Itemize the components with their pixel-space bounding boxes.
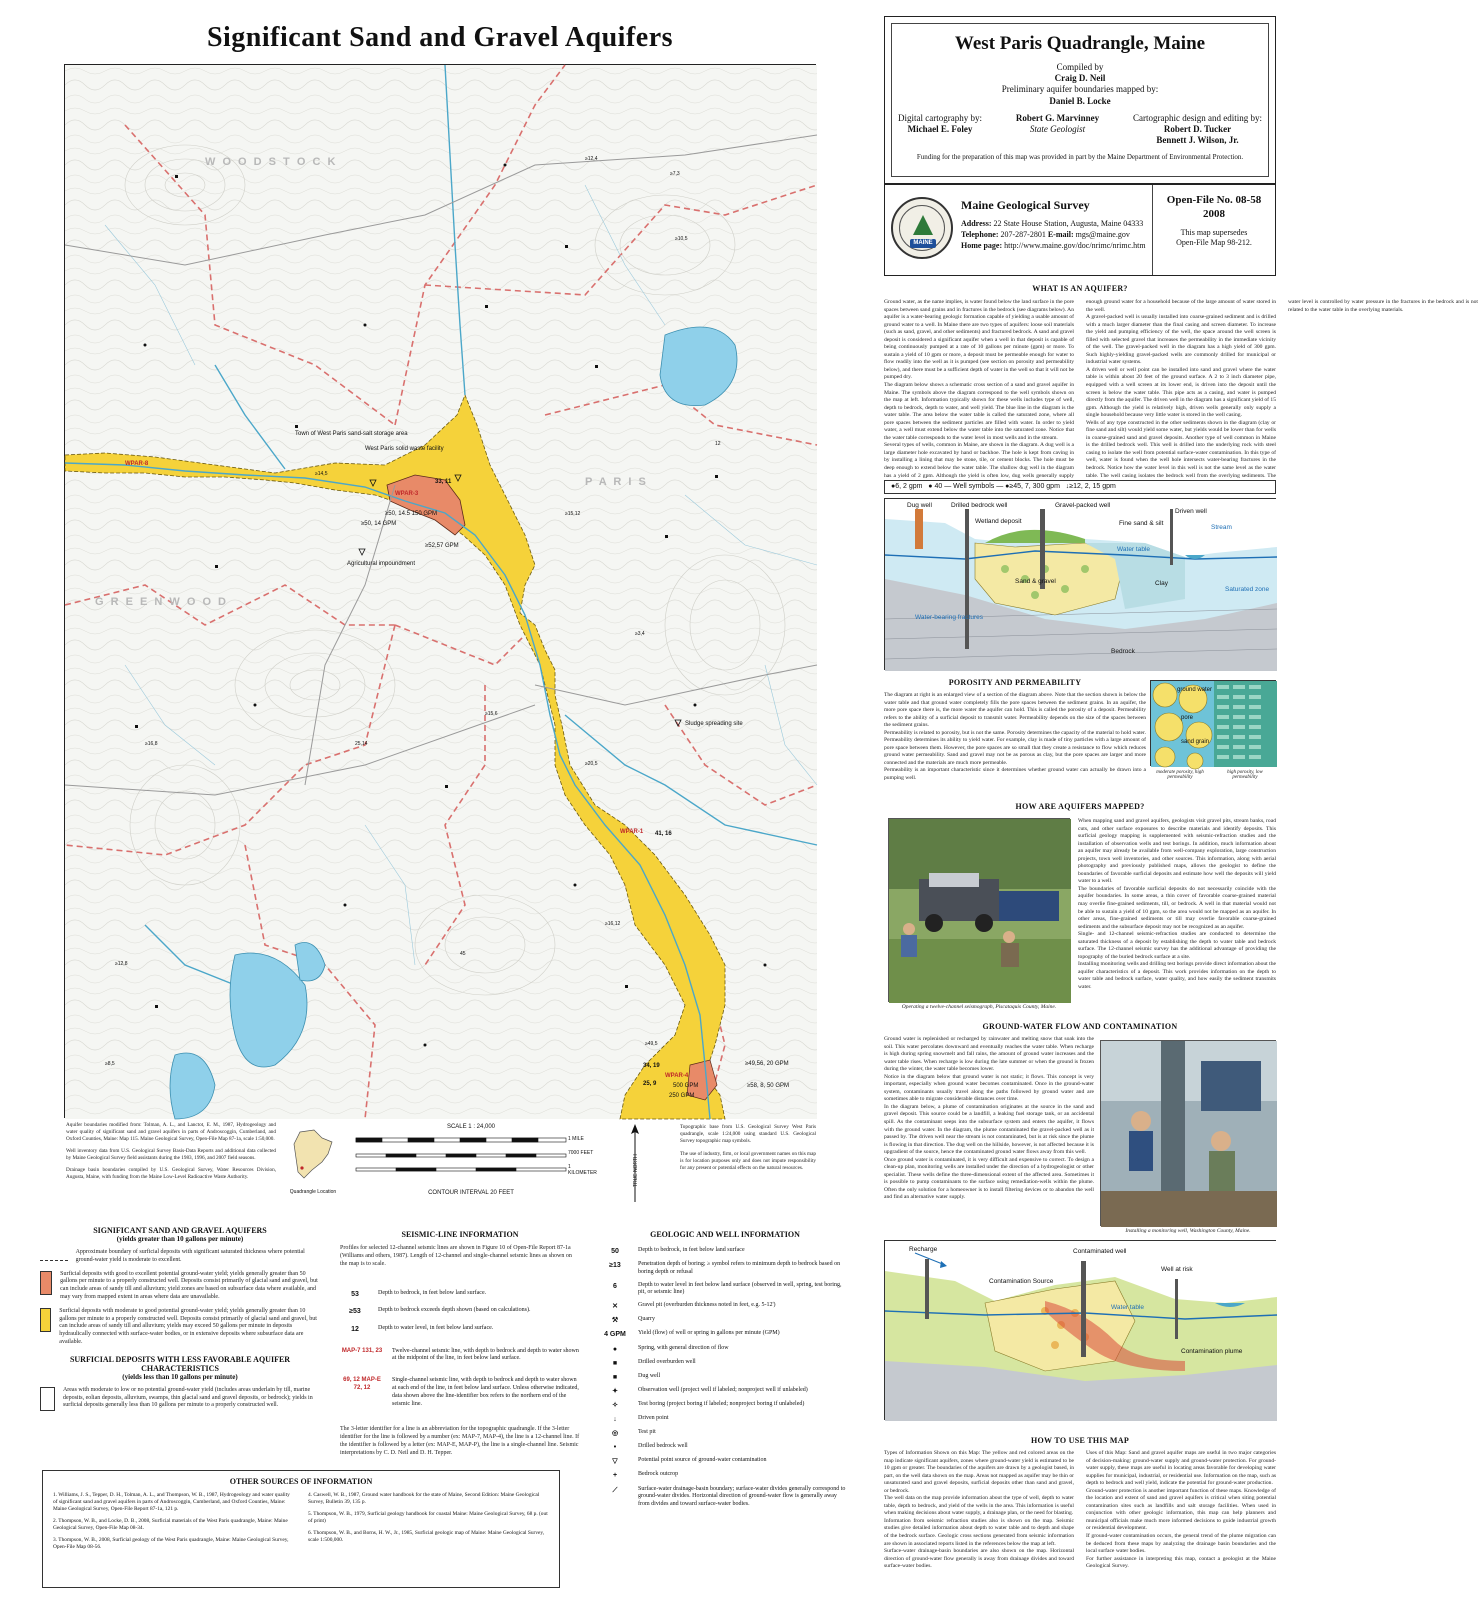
flow-p2: Notice in the diagram below that ground water is not static; it flows. This concept is very important, especially when ground water becomes contaminated. Once in the ground-water system, contaminants usually travel along the paths followed by ground water and are sometimes able to migrate considerable distances over time. xyxy=(884,1073,1094,1103)
mapped-p3: Single- and 12-channel seismic-refraction studies are conducted to determine the saturated thickness of a deposit by establishing the depth to water table and bedrock surface. The 12-channel seismic survey has the additional advantage of providing the topography of the buried bedrock surface at a site. xyxy=(1078,931,1276,960)
funding-note: Funding for the preparation of this map was provided in part by the Maine Department of Environmental Protection. xyxy=(916,152,1244,161)
geologic-text: Penetration depth of boring; ≥ symbol refers to minimum depth to bedrock based on boring depth or refusal xyxy=(638,1261,841,1275)
monitoring-well-photo xyxy=(1100,1040,1276,1226)
flow-title: GROUND-WATER FLOW AND CONTAMINATION xyxy=(982,1022,1178,1031)
geologic-text: Bedrock outcrop xyxy=(638,1471,679,1478)
porosity-gw-label: ground water xyxy=(1177,687,1213,693)
svg-text:≥15,12: ≥15,12 xyxy=(565,511,581,517)
mgs-name: Maine Geological Survey xyxy=(961,198,1090,212)
geologic-row xyxy=(600,1316,850,1325)
note-disclaimer: The use of industry, firm, or local government names on this map is for location purposes only and does not impute responsibility for any present or potential effects on the natural resources. xyxy=(680,1151,816,1172)
porosity-diagram xyxy=(1150,680,1276,766)
label-w34: 34, 19 xyxy=(643,1063,660,1069)
contamination-diagram xyxy=(884,1240,1276,1420)
carto-label: Cartographic design and editing by: xyxy=(1133,112,1262,123)
diag-dug-label: Dug well xyxy=(907,502,932,509)
svg-text:≥16,12: ≥16,12 xyxy=(605,921,621,927)
diag-water-table-label: Water table xyxy=(1117,546,1150,553)
svg-text:≥12,4: ≥12,4 xyxy=(585,156,598,162)
label-gpm150: ≥50, 14.5 150 GPM xyxy=(385,511,437,517)
geologic-symbol: + xyxy=(612,1472,618,1480)
source-item-4: 4. Caswell, W. B., 1987, Ground water handbook for the state of Maine, Second Edition: Maine Geological Survey, Bulletin 39, 135 p. xyxy=(308,1492,540,1506)
geologic-text: Gravel pit (overburden thickness noted in feet, e.g. 5-12') xyxy=(638,1302,776,1309)
legend-red-text: Surficial deposits with good to excellent potential ground-water yield; yields generally greater than 50 gallons per minute to a properly constructed well. Deposits consist primarily of glacial sand and gravel, but can include areas of sandy till and alluvium; yield zones are based on subsurface data where available, and may vary from mapped extent in areas where data are unavailable. xyxy=(60,1270,318,1300)
geologic-symbol: ■ xyxy=(612,1373,618,1381)
porosity-section xyxy=(884,678,1146,783)
note-drainage: Drainage basin boundaries compiled by U.S. Geological Survey, Water Resources Division, Augusta, Maine, with funding from the Maine Low-Level Radioactive Waste Authority. xyxy=(66,1167,276,1181)
porosity-p3: Permeability is an important characteristic since it determines whether ground water can actually be drawn into a pumping well. xyxy=(884,767,1146,782)
geologic-text: Surface-water drainage-basin boundary; surface-water divides generally correspond to ground-water divides. Horizontal direction of ground-water flow is generally away from divides and toward surface-water bodies. xyxy=(638,1485,846,1508)
quad-location-label: Quadrangle Location xyxy=(289,1189,337,1195)
seismic-sym-4: MAP-7 131, 23 xyxy=(341,1347,383,1354)
label-sand-salt: Town of West Paris sand-salt storage area xyxy=(295,431,408,437)
geologic-text: Yield (flow) of well or spring in gallons per minute (GPM) xyxy=(638,1330,780,1337)
seismic-sym-3: 12 xyxy=(351,1325,359,1333)
geologic-row xyxy=(600,1443,850,1452)
aquifer-p4: A gravel-packed well is usually installed into coarse-grained sediment and is drilled with a much larger diameter than the final casing and screen diameter. To increase the yield and pumping efficiency of the well, the space around the well screen is filled with selected gravel that increases the permeability in the immediate vicinity of the well. The gravel-packed well in the diagram has a high yield of 300 gpm. Such highly-yielding gravel-packed wells are commonly drilled for municipal or industrial water systems. xyxy=(1086,314,1276,366)
howto-p4: Surface-water drainage-basin boundaries are also shown on the map. Horizontal direction of ground-water flow generally is away from drainage divides and toward surface-water bodies. xyxy=(884,1548,1074,1570)
diag2-at-risk-label: Well at risk xyxy=(1161,1266,1193,1273)
geologic-row xyxy=(600,1247,850,1256)
porosity-grain-label: sand grain xyxy=(1181,739,1210,745)
geologic-text: Spring, with general direction of flow xyxy=(638,1344,729,1351)
diag-bedrock-well-label: Drilled bedrock well xyxy=(951,502,1008,509)
aquifer-p2: The diagram below shows a schematic cross section of a sand and gravel aquifer in Maine. The symbols above the diagram correspond to the well symbols shown on the map at left. Information typically shown for these wells includes type of well, depth to bedrock, depth to water, and well yield. The blue line in the diagram is the water table. The area below the water table is called the saturated zone, where all pore spaces between the sediment particles are filled with water. In order to yield water, a well must extend below the water table into the saturated zone. Notice that the water table corresponds to the water level in most wells and in the stream. xyxy=(884,382,1074,441)
mgs-email[interactable]: mgs@maine.gov xyxy=(1075,229,1130,239)
note-boundaries: Aquifer boundaries modified from: Tolman, A. L., and Lanctot, E. M., 1987, Hydrogeology and water quality of significant sand and gravel aquifers in parts of Androscoggin, Cumberland, and Oxford Counties, Maine: Map 115. Maine Geological Survey, Open-File Map 87-1a, scale 1:50,000. xyxy=(66,1122,276,1143)
geologic-row xyxy=(600,1359,850,1368)
supersedes-2: Open-File Map 98-212. xyxy=(1176,237,1252,247)
legend-boundary-text: Approximate boundary of surficial deposits with significant saturated thickness where potential ground-water yield is moderate to excellent. xyxy=(75,1249,305,1263)
flow-body xyxy=(884,1036,1094,1236)
porosity-p1: The diagram at right is an enlarged view of a section of the diagram above. Note that the section shown is below the water table and that ground water completely fills the pore spaces between the sediment grains. In an aquifer, the more pore space there is, the more water the aquifer can hold. This is called the porosity of a deposit. Permeability refers to the ability of a surficial deposit to transmit water. Permeability depends on the size of the spaces between the sediment grains. xyxy=(884,692,1146,729)
geologic-text: Depth to bedrock, in feet below land surface xyxy=(638,1247,745,1253)
diag-fractures-label: Water-bearing fractures xyxy=(915,614,984,621)
geologic-row xyxy=(600,1486,850,1509)
geologic-text: Depth to water level in feet below land surface (observed in well, spring, test boring, pit, or seismic line) xyxy=(638,1281,842,1296)
seismic-sym-5: 69, 12 MAP-E 72, 12 xyxy=(343,1377,381,1392)
svg-text:≥3,4: ≥3,4 xyxy=(635,631,645,637)
aquifer-p6: Wells of any type constructed in the other sediments shown in the diagram (clay or fine sand and silt) would yield some water, but yields would be lower than for wells in coarse-grained sand and gravel deposits. Another type of well common in Maine is the drilled bedrock well. This well is drilled into the underlying rock with steel casing to isolate the well from potential surface-water contamination. In this type of well, water is found when the well hole intersects water-bearing fractures in the bedrock. Notice how the water level in this well is not the same level as the water table. The well casing isolates the bedrock well from the overlying sediments. The water level is controlled by water pressure in the fractures in the bedrock and is not related to the water table in the overlying materials. xyxy=(1086,299,1478,479)
geologic-row xyxy=(600,1373,850,1382)
geologic-row xyxy=(600,1302,850,1311)
label-wpar4: WPAR-4 xyxy=(665,1073,689,1079)
howto-p1: Types of Information Shown on this Map: The yellow and red colored areas on the map indicate significant aquifers, zones where ground-water yield is estimated to be 10 gpm or greater. The boundaries of the aquifers are drawn by a geologist based, in part, on the well data shown on the map. Areas not mapped as aquifer may be thin or unsaturated sand and gravel deposits, surficial deposits other than sand and gravel, or bedrock. xyxy=(884,1450,1074,1494)
svg-text:≥16,8: ≥16,8 xyxy=(145,741,158,747)
diag-driven-label: Driven well xyxy=(1175,508,1207,515)
mapped-p2: The boundaries of favorable surficial deposits do not necessarily coincide with the aquifer boundaries. In some areas, a thin cover of favorable coarse-grained material may overlie fine-grained sediments, till, or bedrock. A well in that material would not be able to sustain a yield of 10 gpm, so the area would not be mapped as an aquifer. In other areas, fine-grained sediments or till may overlie favorable coarse-grained sediments and the subsurface deposit may not be recognized as an aquifer. xyxy=(1078,885,1276,930)
flow-p1: Ground water is replenished or recharged by rainwater and melting snow that soak into the soil. This water percolates downward and eventually reaches the water table. When recharge is high during spring snowmelt and fall rains, the amount of ground water increases and the water table rises. When recharge is low during the late summer or when the ground is frozen during the winter, the water table becomes lower. xyxy=(884,1036,1094,1073)
diag2-contaminated-label: Contaminated well xyxy=(1073,1248,1127,1255)
source-item-3: 3. Thompson, W. B., 2008, Surficial geology of the West Paris quadrangle, Maine: Maine Geological Survey, Open-File Map 08-56. xyxy=(53,1537,289,1551)
aquifer-section xyxy=(884,284,1478,493)
geologic-row xyxy=(600,1471,850,1480)
note-topo: Topographic base from U.S. Geological Survey West Paris quadrangle, scale 1:24,000 using standard U.S. Geological Survey topographic map symbols. xyxy=(680,1124,816,1145)
label-wpar8: WPAR-8 xyxy=(125,461,149,467)
svg-text:≥10,5: ≥10,5 xyxy=(675,236,688,242)
label-w41: 41, 16 xyxy=(655,831,672,837)
aquifer-p1: Ground water, as the name implies, is water found below the land surface in the pore spaces between sand grains and in fractures in the bedrock (see diagrams below). An aquifer is a water-bearing geologic formation capable of yielding a usable amount of ground water to a well. In Maine there are two types of aquifers: loose soil materials (such as sand, gravel, and other sediments) and fractured bedrock. A sand and gravel deposit is considered a significant aquifer when a well in that deposit is capable of being continuously pumped at a rate of 10 gallons per minute (gpm) or more. To sustain a yield of 10 gpm or more, a deposit must be permeable enough for water to flow readily into the well as it is pumped (see section on porosity and permeability below), and there must be a sufficient depth of water in the well so that it will not be pumped dry. xyxy=(884,299,1074,381)
diag-wetland-label: Wetland deposit xyxy=(975,518,1022,525)
howto-p3: Information from seismic refraction studies also is shown on the map. Seismic studies give detailed information about depth to water table and to depth and shape of the bedrock surface. Geologic cross sections generated from seismic information are shown in associated reports listed in the references below the map at left. xyxy=(884,1517,1074,1547)
maine-conservation-seal xyxy=(891,197,953,259)
geologic-symbol: ⟋ xyxy=(612,1486,618,1494)
svg-text:25,14: 25,14 xyxy=(355,741,368,747)
scale-mile: 1 MILE xyxy=(568,1136,584,1142)
flow-p4: Once ground water is contaminated, it is very difficult and expensive to correct. To design a clean-up plan, monitoring wells are installed under the direction of a hydrogeologist or other specialist. These wells define the three-dimensional extent of the affected area. Sometimes it is possible to pump contaminants to the surface using remediation-wells within the plume. Often the only solution for a homeowner is to install filtering devices or to abandon the well and find an alternative water supply. xyxy=(884,1156,1094,1201)
geologic-symbol: 4 GPM xyxy=(604,1331,626,1339)
title-block xyxy=(884,16,1276,184)
north-arrow xyxy=(626,1124,644,1204)
aquifer-legend xyxy=(40,1226,320,1411)
label-paris: P A R I S xyxy=(585,476,648,488)
howto-body xyxy=(884,1450,1276,1596)
mapped-p4: Installing monitoring wells and drilling test borings provide direct information about the aquifer characteristics of a deposit. This work provides information on the depth to water table and bedrock surface, water quality, and how easily the sediment transmits water. xyxy=(1078,961,1276,991)
label-w33: 33, 11 xyxy=(435,479,452,485)
flow-p3: In the diagram below, a plume of contamination originates at the source in the sand and gravel deposit. This source could be a landfill, a leaking fuel storage tank, or an accidental spill. As the contaminant seeps into the subsurface system and enters the aquifer, it flows with the ground water. In the diagram, the plume contaminated the gravel-packed well as it passed by. The driven well near the stream is not contaminated, but is at risk since the plume is flowing in that direction. The dug well on the hillside, however, is not affected because it is upgradient of the source, hence the contaminated ground water flows away from this well. xyxy=(884,1103,1094,1156)
geologic-symbol: ● xyxy=(612,1345,618,1353)
geologic-symbol: ■ xyxy=(612,1359,618,1367)
prelim-by: Daniel B. Locke xyxy=(1049,95,1111,106)
label-solid-waste: West Paris solid waste facility xyxy=(365,446,444,452)
prelim-label: Preliminary aquifer boundaries mapped by: xyxy=(1001,84,1159,95)
geologic-symbol: ✕ xyxy=(612,1303,618,1311)
howto-title: HOW TO USE THIS MAP xyxy=(1030,1436,1130,1445)
state-geologist-title: State Geologist xyxy=(1029,124,1086,134)
well-symbols-row: ●6, 2 gpm ● 40 — Well symbols — ●≥45, 7, 300 gpm ↓≥12, 2, 15 gpm xyxy=(884,480,1276,494)
geologic-text: Quarry xyxy=(638,1316,655,1323)
mapped-p1: When mapping sand and gravel aquifers, geologists visit gravel pits, stream banks, road cuts, and other surface exposures to describe materials and identify deposits. This surficial geology mapping is supplemented with seismic-refraction studies and the installation of observation wells and test borings. In addition, much information about an aquifer may already be available from well-company exploration, large construction projects, town well inventories, and other sources. This information, along with aerial photography and previously published maps, allows the geologist to define the boundaries of favorable surficial deposits and estimate how well the deposits will yield water to a well. xyxy=(1078,818,1276,885)
svg-text:≥20,5: ≥20,5 xyxy=(585,761,598,767)
geologic-text: Potential point source of ground-water contamination xyxy=(638,1457,767,1464)
howto-p6: Ground-water protection is another important function of these maps. Knowledge of the location and extent of sand and gravel aquifers is critical when siting potential contamination sites such as landfills and salt storage facilities. When used in conjunction with other geologic information, this map can help planners and municipal officials make much more informed decisions to guide industrial growth or residential development. xyxy=(1086,1487,1276,1532)
label-woodstock: W O O D S T O C K xyxy=(205,156,338,168)
porosity-p2: Permeability is related to porosity, but is not the same. Porosity determines the capacity of the material to hold water. Permeability determines its ability to yield water. For example, clay is made of tiny particles with a large amount of pore space between them. However, the pore spaces are so small that they create a resistance to flow which reduces ground water permeability. Sand and gravel may not be as porous as clay, but the pore spaces are larger and more connected and the materials are much more permeable. xyxy=(884,729,1146,766)
howto-p2: The well data on the map provide information about the type of well, depth to water table, depth to bedrock, and yield of the wells in the area. This information is useful when making decisions about water supply, a drainage plan, or the need for blasting. xyxy=(884,1495,1074,1517)
geologic-legend xyxy=(600,1230,850,1514)
svg-text:≥49,5: ≥49,5 xyxy=(645,1041,658,1047)
legend-sig-title: SIGNIFICANT SAND AND GRAVEL AQUIFERS xyxy=(93,1226,267,1235)
quadrangle-location-map xyxy=(288,1128,338,1194)
legend-red-swatch xyxy=(40,1271,52,1295)
telephone-label: Telephone: xyxy=(961,229,999,239)
geologic-row xyxy=(600,1345,850,1354)
true-north-label: TRUE NORTH xyxy=(633,1154,639,1187)
geologic-text: Test pit xyxy=(638,1429,656,1436)
porosity-right-caption: high porosity, low permeability xyxy=(1227,770,1263,780)
quad-title: West Paris Quadrangle, Maine xyxy=(954,33,1206,54)
geologic-symbol: 6 xyxy=(613,1282,617,1290)
geologic-row xyxy=(600,1429,850,1438)
diag-sand-gravel-label: Sand & gravel xyxy=(1015,578,1056,585)
svg-text:≥7,3: ≥7,3 xyxy=(670,171,680,177)
source-item-2: 2. Thompson, W. B., and Locke, D. B., 2008, Surficial materials of the West Paris quadrangle, Maine: Maine Geological Survey, Open-File Map 08-34. xyxy=(53,1518,288,1532)
state-geologist-name: Robert G. Marvinney xyxy=(1015,112,1100,123)
geologic-symbol: • xyxy=(613,1444,617,1452)
supersedes-1: This map supersedes xyxy=(1180,227,1248,237)
label-gpm250: 250 GPM xyxy=(669,1093,695,1099)
label-wpar1: WPAR-1 xyxy=(620,829,644,835)
open-file-year: 2008 xyxy=(1203,208,1225,221)
geologic-row xyxy=(600,1261,850,1277)
geologic-row xyxy=(600,1457,850,1466)
seal-badge: MAINE xyxy=(910,239,936,248)
scale-feet: 7000 FEET xyxy=(568,1150,594,1156)
seismic-intro: Profiles for selected 12-channel seismic lines are shown in Figure 10 of Open-File Report 87-1a (Williams and others, 1987). Length of 12-channel and single-channel seismic lines as shown on the map is to scale. xyxy=(340,1245,572,1267)
geologic-text: Drilled bedrock well xyxy=(638,1443,688,1450)
geologic-symbol: ◎ xyxy=(611,1430,619,1438)
diag2-water-table-label: Water table xyxy=(1111,1304,1144,1311)
seismic-r2: Depth to bedrock exceeds depth shown (based on calculations). xyxy=(378,1307,531,1314)
geologic-symbol: 50 xyxy=(611,1248,619,1255)
svg-text:45: 45 xyxy=(460,951,466,957)
aquifer-p5: A driven well or well point can be installed into sand and gravel where the water table is within about 20 feet of the ground surface. A 2 to 3 inch diameter pipe, equipped with a well screen at its lower end, is driven into the deposit until the screen is below the water table. This pipe acts as a casing, and water is pumped directly from the aquifer. The driven well in the diagram has a significant yield of 15 gpm. Although the yield is relatively high, driven wells generally only supply a single household because very little water is stored in the well casing. xyxy=(1086,366,1276,419)
geologic-text: Observation well (project well if labeled; nonproject well if unlabeled) xyxy=(638,1386,808,1393)
legend-yellow-swatch xyxy=(40,1308,51,1332)
svg-text:≥8,5: ≥8,5 xyxy=(105,1061,115,1067)
digital-by: Michael E. Foley xyxy=(907,124,973,134)
howto-p5: Uses of this Map: Sand and gravel aquifer maps are useful in two major categories of decision-making: ground-water supply and ground-water protection. For ground-water supply, these maps are useful in locating areas favorable for developing water supplies for municipal, industrial, or residential use. Information on the map, such as depth to bedrock and well yield, indicate the potential for ground-water production. xyxy=(1086,1450,1276,1487)
geologic-symbol: ≥13 xyxy=(609,1262,621,1270)
source-item-1: 1. Williams, J. S., Tepper, D. H., Tolman, A. L., and Thompson, W. B., 1987, Hydrogeology and water quality of significant sand and gravel aquifers in parts of Androscoggin, Cumberland, and Oxford Counties, Maine: Maine Geological Survey, Open-File Report 87-1a, 121 p. xyxy=(53,1492,290,1513)
diag-bedrock-label: Bedrock xyxy=(1111,648,1135,655)
source-item-6: 6. Thompson, W. B., and Borns, H. W., Jr., 1985, Surficial geologic map of Maine: Maine Geological Survey, scale 1:500,000. xyxy=(308,1530,545,1544)
seismic-r5: Single-channel seismic line, with depth to bedrock and depth to water shown at each end of the line, in feet below land surface. Unless otherwise indicated, data shown above the line-identifier box refers to the northern end of the seismic line. xyxy=(392,1377,579,1407)
geologic-text: Dug well xyxy=(638,1372,661,1379)
aquifer-map[interactable] xyxy=(64,64,816,1118)
svg-text:≥12,8: ≥12,8 xyxy=(115,961,128,967)
geologic-row xyxy=(600,1282,850,1298)
legend-boundary-symbol xyxy=(40,1249,68,1261)
porosity-left-caption: moderate porosity, high permeability xyxy=(1156,770,1204,780)
label-gpm57: ≥52,57 GPM xyxy=(425,543,459,549)
mgs-address: 22 State House Station, Augusta, Maine 04333 xyxy=(993,219,1144,229)
diag-saturated-label: Saturated zone xyxy=(1225,586,1270,593)
porosity-pore-label: pore xyxy=(1181,715,1194,721)
seismic-sym-1: 53 xyxy=(351,1291,359,1299)
monitoring-well-caption: Installing a monitoring well, Washington County, Maine. xyxy=(1125,1228,1251,1234)
diag2-recharge-label: Recharge xyxy=(909,1246,938,1253)
seismic-r3: Depth to water level, in feet below land surface. xyxy=(378,1324,494,1331)
mgs-telephone: 207-287-2801 xyxy=(1000,229,1046,239)
source-item-5: 5. Thompson, W. B., 1979, Surficial geology handbook for coastal Maine: Maine Geological Survey, 68 p. (out of print) xyxy=(308,1511,548,1525)
svg-text:12: 12 xyxy=(715,441,721,447)
legend-sig-sub: (yields greater than 10 gallons per minute) xyxy=(116,1235,244,1243)
geologic-text: Drilled overburden well xyxy=(638,1358,696,1365)
legend-less-sub: (yields less than 10 gallons per minute) xyxy=(122,1372,238,1381)
geologic-symbol: ✦ xyxy=(612,1387,618,1395)
address-label: Address: xyxy=(961,219,992,229)
howto-p7: If ground-water contamination occurs, the general trend of the plume migration can be deduced from these maps by analyzing the drainage basin boundaries and the local surface water bodies. xyxy=(1086,1533,1276,1555)
diag-clay-label: Clay xyxy=(1155,580,1169,587)
other-sources-title: OTHER SOURCES OF INFORMATION xyxy=(229,1477,373,1486)
howto-p8: For further assistance in interpreting this map, contact a geologist at the Maine Geological Survey. xyxy=(1086,1555,1276,1570)
scale-km: 1 KILOMETER xyxy=(568,1164,597,1176)
geologic-symbol: ↓ xyxy=(613,1416,617,1424)
map-canvas xyxy=(65,65,817,1119)
mapped-body xyxy=(1078,818,1276,1014)
geologic-title: GEOLOGIC AND WELL INFORMATION xyxy=(650,1230,800,1239)
label-gpm500: 500 GPM xyxy=(673,1083,699,1089)
scale-bar xyxy=(346,1124,596,1204)
geologic-text: Test boring (project boring if labeled; nonproject boring if unlabeled) xyxy=(638,1400,805,1407)
digital-label: Digital cartography by: xyxy=(898,112,982,123)
map-title: Significant Sand and Gravel Aquifers xyxy=(206,22,674,53)
seismic-legend xyxy=(340,1230,580,1458)
email-label: E-mail: xyxy=(1047,229,1074,239)
legend-less-title: SURFICIAL DEPOSITS WITH LESS FAVORABLE AQUIFER CHARACTERISTICS xyxy=(69,1354,291,1373)
mgs-homepage-link[interactable]: http://www.maine.gov/doc/nrimc/nrimc.htm xyxy=(1004,240,1146,250)
compiled-by: Craig D. Neil xyxy=(1054,73,1106,83)
geologic-row xyxy=(600,1415,850,1424)
diag2-source-label: Contamination Source xyxy=(989,1278,1054,1285)
legend-white-swatch xyxy=(40,1387,55,1411)
aquifer-title: WHAT IS AN AQUIFER? xyxy=(1032,284,1128,293)
seismic-title: SEISMIC-LINE INFORMATION xyxy=(401,1230,519,1239)
carto-1: Robert D. Tucker xyxy=(1163,124,1232,134)
carto-2: Bennett J. Wilson, Jr. xyxy=(1156,135,1239,146)
label-sludge: Sludge spreading site xyxy=(685,721,743,727)
legend-white-text: Areas with moderate to low or no potential ground-water yield (includes areas underlain by till, marine deposits, eolian deposits, alluvium, swamps, thin glacial sand and gravel deposits, or bedrock); yields in surficial deposits generally less than 10 gallons per minute to a properly constructed well. xyxy=(62,1386,313,1409)
label-w25: 25, 9 xyxy=(643,1081,657,1087)
label-gpm50: ≥58, 8, 50 GPM xyxy=(747,1083,789,1089)
open-file-number: Open-File No. 08-58 xyxy=(1166,194,1262,206)
scale-label: SCALE 1 : 24,000 xyxy=(446,1124,496,1130)
aquifer-cross-section xyxy=(884,498,1276,670)
diag-stream-label: Stream xyxy=(1211,524,1232,531)
diag-gravel-packed-label: Gravel-packed well xyxy=(1055,502,1111,509)
legend-yellow-text: Surficial deposits with moderate to good potential ground-water yield; yields generally greater than 10 gallons per minute to a properly constructed well. Deposits consist primarily of glacial sand and gravel, but can include areas of sandy till and alluvium; yields may exceed 50 gallons per minute in deposits hydraulically connected with surface-water bodies, or in extensive deposits where subsurface data are available. xyxy=(59,1307,317,1345)
diag2-plume-label: Contamination plume xyxy=(1181,1348,1243,1355)
seismic-sym-2: ≥53 xyxy=(349,1308,361,1316)
note-wells: Well inventory data from U.S. Geological Survey Basis-Data Reports and additional data collected by Maine Geological Survey field assistants during the 1983, 1996, and 2007 field seasons. xyxy=(66,1148,276,1162)
seismic-note: The 3-letter identifier for a line is an abbreviation for the topographic quadrangle. If the 3-letter identifier for the line is followed by a number (ex: MAP-7, MAP-4), the line is a 12-channel line. If the identifier is followed by a letter (ex: MAP-E, MAP-P), the line is a single-channel line. Seismic interpretations by C. D. Neil and D. H. Tepper. xyxy=(340,1426,580,1456)
aquifer-p3: Several types of wells, common in Maine, are shown in the diagram. A dug well is a large diameter hole excavated by hand or backhoe. The hole is kept from caving in by installing a lining that may be stone, tile, or cement blocks. The hole must be deep enough to extend below the water table. The shallow dug well in the diagram has a yield of 2 gpm. Although the yield is often low, dug wells generally supply enough ground water for a household because of the large amount of water stored in the well. xyxy=(884,299,1276,479)
geologic-row xyxy=(600,1401,850,1410)
compiled-label: Compiled by xyxy=(1056,61,1104,72)
geologic-row xyxy=(600,1387,850,1396)
porosity-title: POROSITY AND PERMEABILITY xyxy=(948,678,1082,687)
mapped-title: HOW ARE AQUIFERS MAPPED? xyxy=(1015,802,1145,811)
geologic-symbol: ✧ xyxy=(612,1401,618,1409)
geologic-row xyxy=(600,1330,850,1339)
label-wpar3: WPAR-3 xyxy=(395,491,419,497)
contour-interval: CONTOUR INTERVAL 20 FEET xyxy=(428,1190,514,1196)
label-agri: Agricultural impoundment xyxy=(347,561,416,567)
seismic-r4: Twelve-channel seismic line, with depth to bedrock and depth to water shown at the midpoint of the line, in feet below land surface. xyxy=(392,1347,579,1362)
svg-text:≥14,5: ≥14,5 xyxy=(315,471,328,477)
seismograph-caption: Operating a twelve-channel seismograph, Piscataquis County, Maine. xyxy=(901,1004,1057,1010)
homepage-label: Home page: xyxy=(961,240,1003,250)
label-gpm14: ≥50, 14 GPM xyxy=(361,521,397,527)
diag-fine-sand-label: Fine sand & silt xyxy=(1119,520,1164,527)
svg-text:≥15,6: ≥15,6 xyxy=(485,711,498,717)
label-gpm20: ≥49,56, 20 GPM xyxy=(745,1061,789,1067)
label-greenwood: G R E E N W O O D xyxy=(95,596,229,608)
geologic-symbol: ⚒ xyxy=(611,1317,619,1325)
geologic-symbol: ▽ xyxy=(612,1458,618,1466)
mgs-block xyxy=(884,184,1276,276)
geologic-text: Driven point xyxy=(638,1415,669,1422)
other-sources xyxy=(42,1470,560,1588)
seismic-r1: Depth to bedrock, in feet below land surface. xyxy=(378,1290,487,1297)
seismograph-photo xyxy=(888,818,1070,1002)
